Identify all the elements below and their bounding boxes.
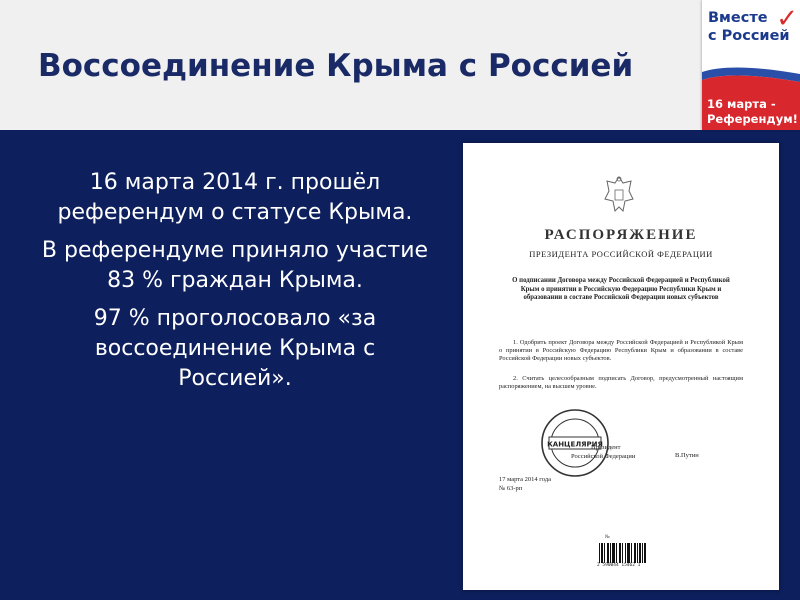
- body-paragraph-1: 16 марта 2014 г. прошёл референдум о статусе Крыма.: [57, 170, 413, 225]
- document-number: № 63-рп: [499, 484, 523, 492]
- barcode-label: №: [605, 535, 610, 540]
- stamp-label: КАНЦЕЛЯРИЯ: [547, 440, 603, 449]
- document-date: 17 марта 2014 года: [499, 476, 552, 483]
- slide-body-text: [40, 168, 430, 402]
- document-subject: О подписании Договора между Российской Федерацией и Республикой Крым о принятии в Российскую Федерацию Республики Крым и образовании в составе Российской Федерации новых субъектов: [512, 277, 730, 302]
- poster-date-band: [702, 94, 800, 130]
- barcode-icon: [599, 543, 647, 563]
- poster-line-1: Вместе: [708, 10, 768, 26]
- document-date-block: [499, 476, 551, 493]
- referendum-poster: [702, 0, 800, 130]
- poster-date-line-1: 16 марта -: [707, 97, 776, 111]
- slide-title: Воссоединение Крыма с Россией: [38, 48, 634, 84]
- coat-of-arms-icon: [601, 173, 637, 217]
- barcode-number: 2 590044 15462 1: [597, 563, 641, 568]
- body-paragraph-2: В референдуме приняло участие 83 % граждан Крыма.: [41, 238, 429, 293]
- slide-header: [0, 0, 800, 130]
- document-subheading: ПРЕЗИДЕНТА РОССИЙСКОЙ ФЕДЕРАЦИИ: [529, 249, 713, 259]
- document-paragraph-1: 1. Одобрить проект Договора между Российской Федерацией и Республикой Крым о принятии в Российскую Федерацию Республики Крым и образовании в составе Российской Федерации новых субъектов.: [499, 339, 743, 363]
- signature-title: [571, 443, 635, 461]
- poster-line-2: с Россией: [708, 28, 790, 44]
- decree-document-image: [463, 143, 779, 590]
- body-paragraph-3: 97 % проголосовало «за воссоединение Крыма с Россией».: [93, 306, 377, 391]
- document-heading: РАСПОРЯЖЕНИЕ: [544, 227, 698, 243]
- signature-line-2: Российской Федерации: [571, 453, 636, 460]
- flag-wave-icon: [702, 58, 800, 94]
- poster-date-line-2: Референдум!: [707, 112, 798, 126]
- check-icon: ✓: [776, 4, 798, 34]
- document-paragraph-2: 2. Считать целесообразным подписать Договор, предусмотренный настоящим распоряжением, на высшем уровне.: [499, 375, 743, 391]
- signature-name: В.Путин: [675, 452, 699, 459]
- signature-line-1: Президент: [591, 444, 621, 451]
